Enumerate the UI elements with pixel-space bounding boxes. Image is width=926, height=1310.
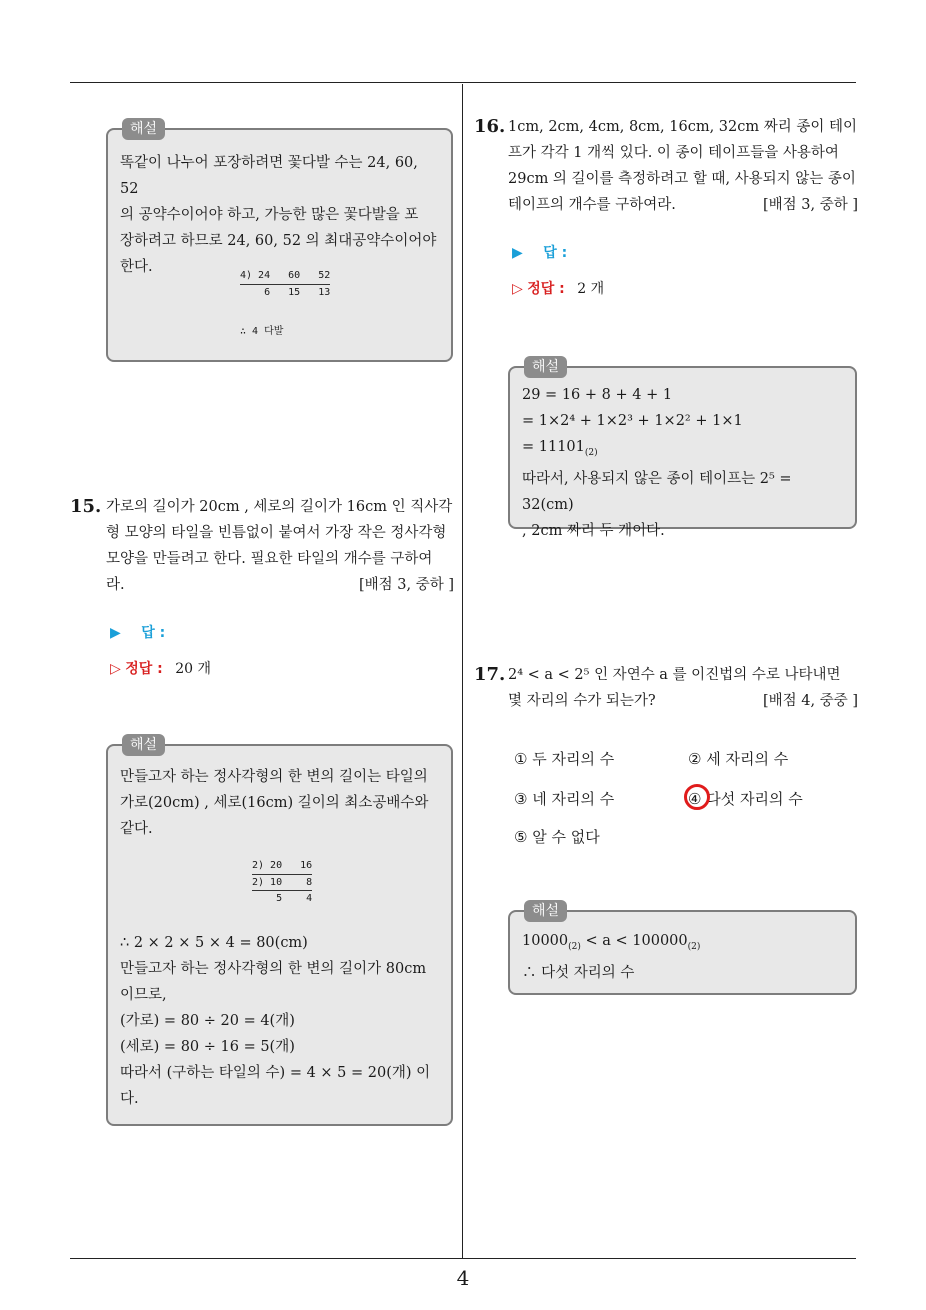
text-line: = 1×2⁴ + 1×2³ + 1×2² + 1×1 [522,413,743,429]
base-subscript: (2) [568,941,581,952]
text-line: 29 = 16 + 8 + 4 + 1 [522,387,673,403]
explanation-box-2 [106,737,453,1126]
explanation-box-3 [508,359,857,539]
text-line: 29cm 의 길이를 측정하려고 할 때, 사용되지 않는 종이 [508,171,856,187]
explanation-tag: 해설 [524,900,567,922]
text-line: 2⁴ < a < 2⁵ 인 자연수 a 를 이진법의 수로 나타내면 [508,667,841,683]
text-line: ∴ 다섯 자리의 수 [522,964,635,981]
text-line: 한다. [120,259,153,275]
therefore-line: ∴ 4 다발 [240,326,284,337]
question-number: 17. [474,664,506,685]
text-line: 가로의 길이가 20cm , 세로의 길이가 16cm 인 직사각 [106,499,453,515]
division-row: 6 15 13 [240,284,330,301]
column-divider [462,84,463,1258]
text-line: 이므로, [120,987,167,1003]
text-line: 같다. [120,821,153,837]
explanation-tag: 해설 [122,734,165,756]
text-line: , 2cm 짜리 두 개이다. [522,522,665,539]
text-line: = 11101 [522,439,585,455]
text-line: 몇 자리의 수가 되는가? [508,693,656,709]
text-line: 장하려고 하므로 24, 60, 52 의 최대공약수이어야 [120,233,437,249]
explanation-text [522,928,843,986]
base-subscript: (2) [687,941,701,952]
division-row: 2) 20 16 [252,860,313,871]
text-line: 따라서, 사용되지 않은 종이 테이프는 2⁵ = 32(cm) [522,470,792,513]
division-row: 2) 10 8 [252,874,312,891]
text-line: ∴ 2 × 2 × 5 × 4 = 80(cm) [120,935,308,951]
top-rule [70,82,856,83]
key-value: 2 개 [577,281,605,297]
text-line: 의 공약수이어야 하고, 가능한 많은 꽃다발을 포 [120,207,419,223]
explanation-tag: 해설 [122,118,165,140]
text-line: 만들고자 하는 정사각형의 한 변의 길이가 80cm [120,961,427,977]
calculation-text [120,930,439,1112]
answer-row [512,242,567,262]
question-number: 16. [474,116,506,137]
text-line: 모양을 만들려고 한다. 필요한 타일의 개수를 구하여 [106,551,433,567]
explanation-tag: 해설 [524,356,567,378]
text-line: 라. [106,577,125,593]
text-line: < a < 100000 [580,933,688,949]
text-line: 가로(20cm) , 세로(16cm) 길이의 최소공배수와 [120,795,429,811]
base-subscript: (2) [584,447,598,458]
choice-4[interactable] [688,788,803,809]
points-label: [배점 4, 중중 ] [762,693,858,709]
answer-label: 답 : [141,625,166,641]
text-line: 똑같이 나누어 포장하려면 꽃다발 수는 24, 60, 52 [120,155,418,197]
text-line: 따라서 (구하는 타일의 수) = 4 × 5 = 20(개) 이 [120,1065,431,1081]
question-17-text [508,662,858,714]
question-16-text [508,114,858,218]
points-label: [배점 3, 중하 ] [358,577,454,593]
bottom-rule [70,1258,856,1259]
text-line: 10000 [522,933,569,949]
choice-5[interactable]: ⑤ 알 수 없다 [514,828,600,846]
explanation-box-1 [106,121,453,362]
page-number: 4 [456,1266,470,1290]
key-label: 정답 : [527,281,565,297]
explanation-box-4 [508,903,857,995]
play-icon: ▶ [512,245,523,261]
key-label: 정답 : [125,661,163,677]
question-number: 15. [70,496,102,517]
question-15-text [106,494,454,598]
text-line: 1cm, 2cm, 4cm, 8cm, 16cm, 32cm 짜리 종이 테이 [508,119,857,135]
selected-circle-icon [684,784,710,810]
choice-label: ④ 다섯 자리의 수 [688,790,803,808]
text-line: (세로) = 80 ÷ 16 = 5(개) [120,1039,295,1055]
key-row [110,658,211,678]
text-line: 다. [120,1091,139,1107]
text-line: 형 모양의 타일을 빈틈없이 붙여서 가장 작은 정사각형 [106,525,447,541]
outline-play-icon: ▷ [512,281,523,297]
answer-label: 답 : [543,245,568,261]
outline-play-icon: ▷ [110,661,121,677]
text-line: 프가 각각 1 개씩 있다. 이 종이 테이프들을 사용하여 [508,145,839,161]
key-value: 20 개 [175,661,212,677]
choice-3[interactable]: ③ 네 자리의 수 [514,790,615,808]
explanation-text [120,150,439,280]
points-label: [배점 3, 중하 ] [762,197,858,213]
explanation-text [522,382,843,544]
key-row [512,278,604,298]
choice-1[interactable]: ① 두 자리의 수 [514,750,615,768]
choice-2[interactable]: ② 세 자리의 수 [688,750,789,768]
answer-row [110,622,165,642]
explanation-text [120,764,439,842]
division-row: 5 4 [252,890,312,907]
play-icon: ▶ [110,625,121,641]
division-row: 4) 24 60 52 [240,270,331,281]
text-line: (가로) = 80 ÷ 20 = 4(개) [120,1013,295,1029]
text-line: 테이프의 개수를 구하여라. [508,197,676,213]
text-line: 만들고자 하는 정사각형의 한 변의 길이는 타일의 [120,769,428,785]
